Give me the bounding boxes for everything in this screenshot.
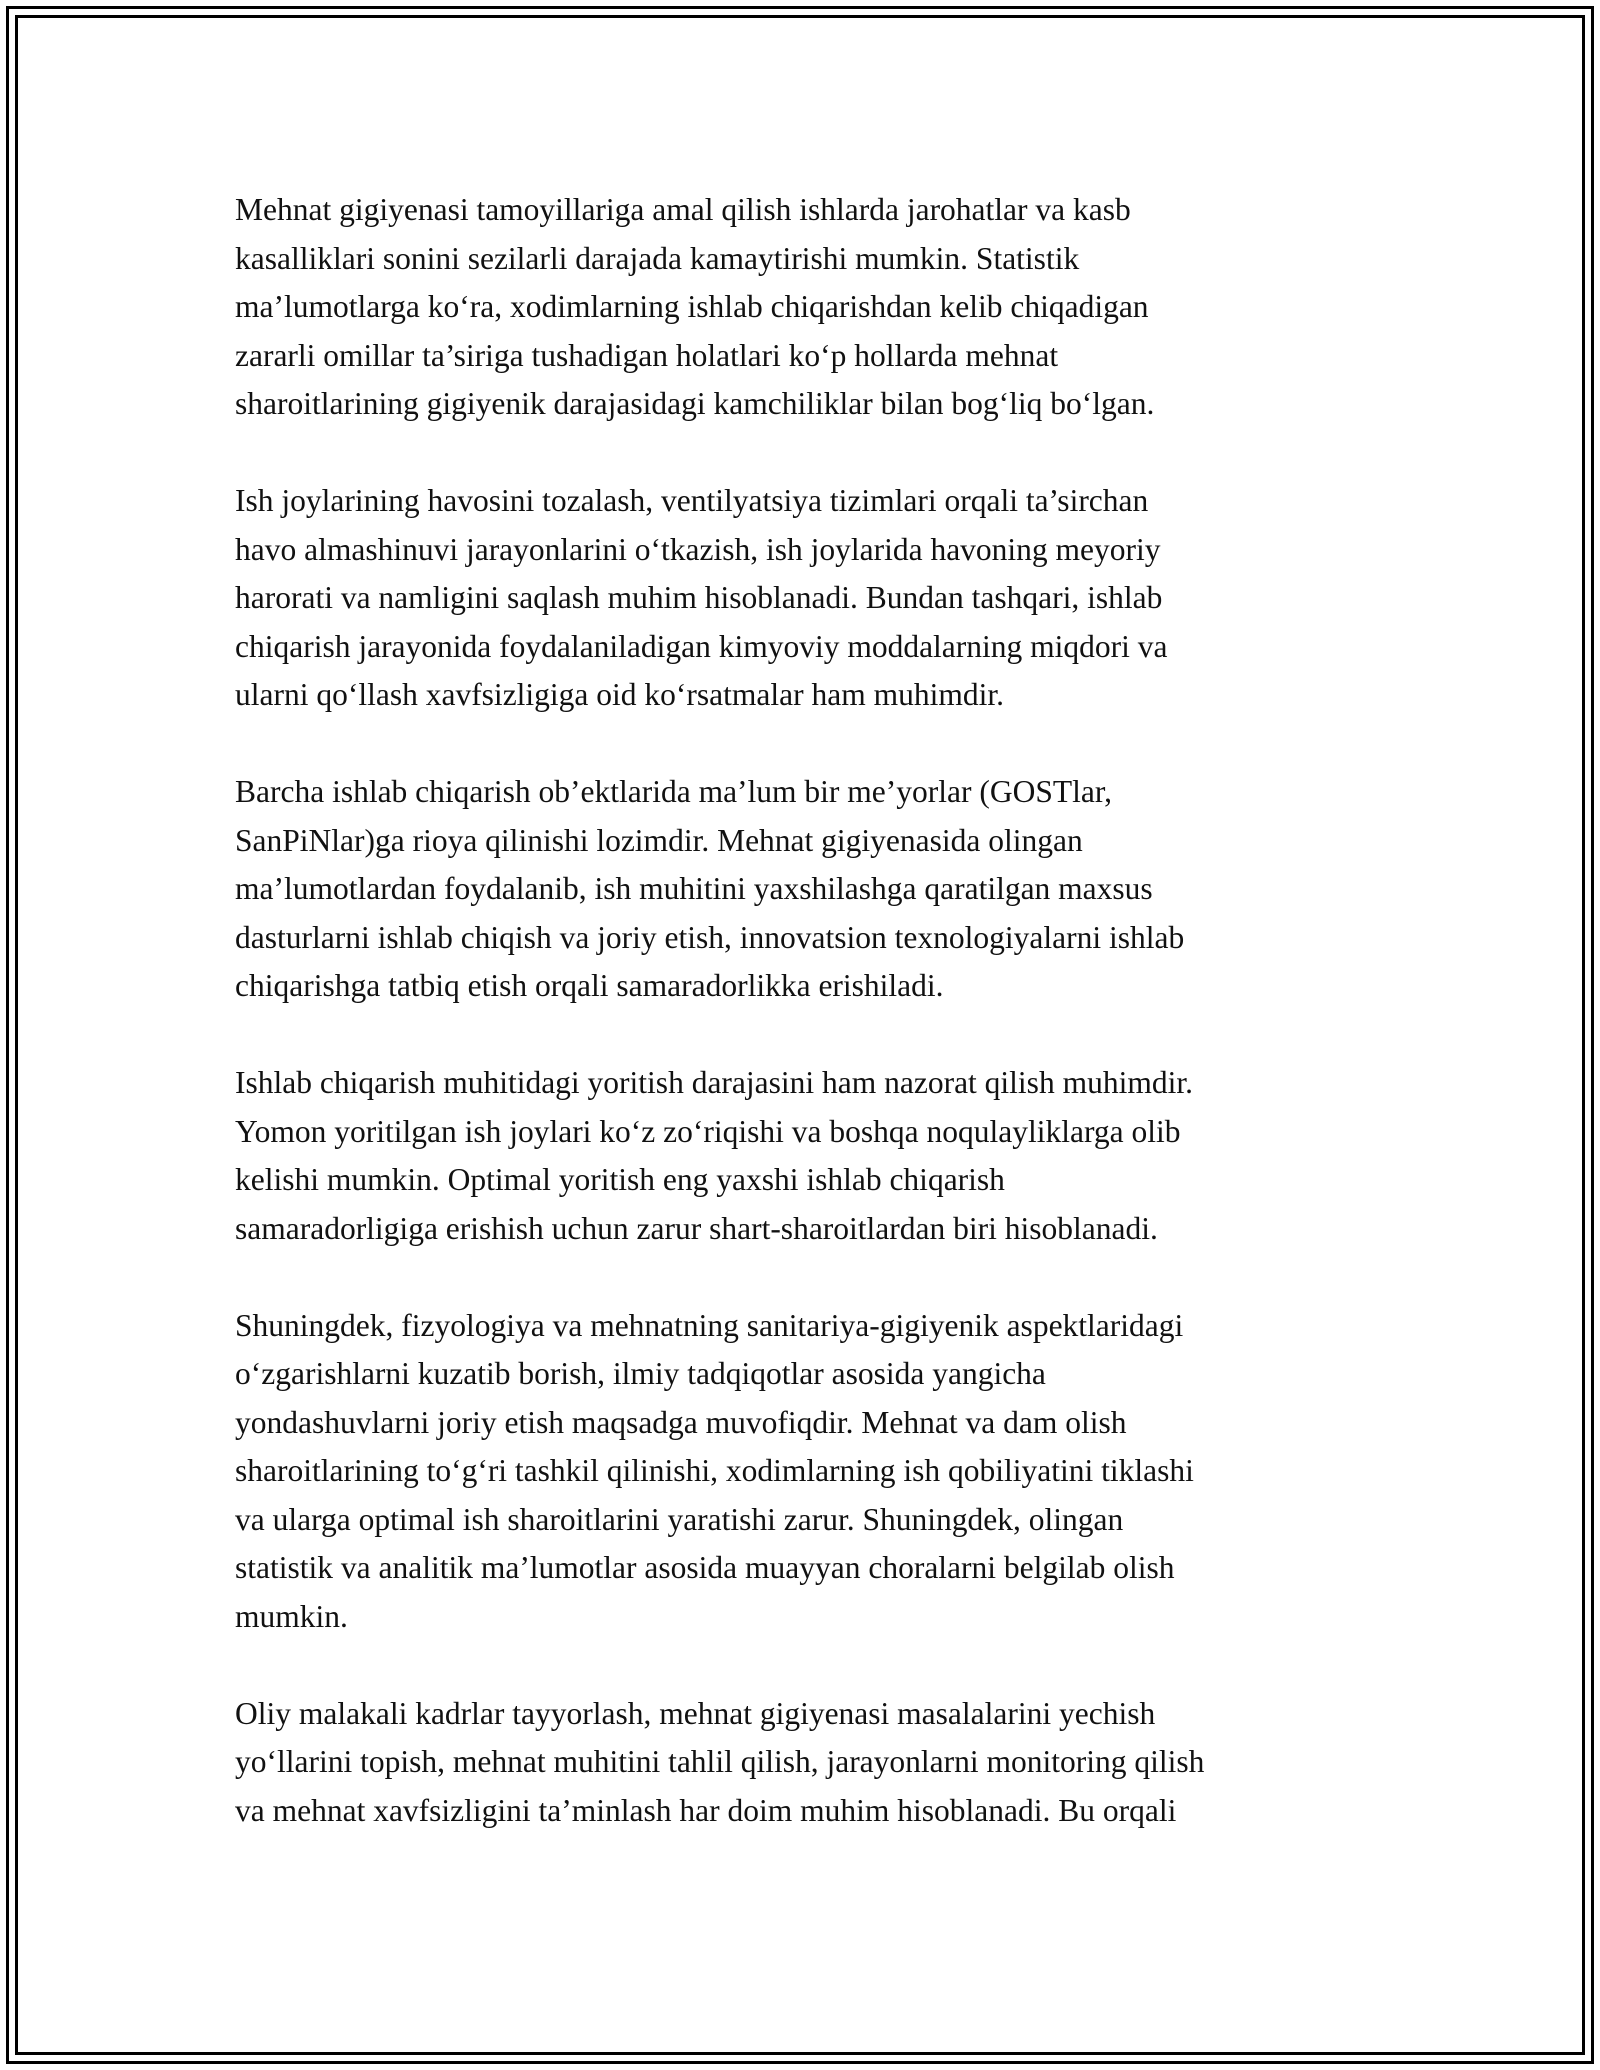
paragraph-4: Ishlab chiqarish muhitidagi yoritish darajasini ham nazorat qilish muhimdir. Yomon yoritilgan ish joylari ko‘z zo‘riqishi va boshqa noqulayliklarga olib kelishi mumkin. Optimal yoritish eng yaxshi ishlab chiqarish samaradorligiga erishish uchun zarur shart-sharoitlardan biri hisoblanadi. [235, 1065, 1193, 1246]
paragraph-3: Barcha ishlab chiqarish ob’ektlarida ma’lum bir me’yorlar (GOSTlar, SanPiNlar)ga rioya qilinishi lozimdir. Mehnat gigiyenasida olingan ma’lumotlardan foydalanib, ish muhitini yaxshilashga qaratilgan maxsus dasturlarni ishlab chiqish va joriy etish, innovatsion texnologiyalarni ishlab chiqarishga tatbiq etish orqali samaradorlikka erishiladi. [235, 774, 1185, 1003]
paragraph-5: Shuningdek, fizyologiya va mehnatning sanitariya-gigiyenik aspektlaridagi o‘zgarishlarni kuzatib borish, ilmiy tadqiqotlar asosida yangicha yondashuvlarni joriy etish maqsadga muvofiqdir. Mehnat va dam olish sharoitlarining to‘g‘ri tashkil qilinishi, xodimlarning ish qobiliyatini tiklashi va ularga optimal ish sharoitlarini yaratishi zarur. Shuningdek, olingan statistik va analitik ma’lumotlar asosida muayyan choralarni belgilab olish mumkin. [235, 1307, 1194, 1634]
paragraph-6: Oliy malakali kadrlar tayyorlash, mehnat gigiyenasi masalalarini yechish yo‘llarini topish, mehnat muhitini tahlil qilish, jarayonlarni monitoring qilish va mehnat xavfsizligini ta’minlash har doim muhim hisoblanadi. Bu orqali [235, 1695, 1205, 1828]
paragraph-2: Ish joylarining havosini tozalash, ventilyatsiya tizimlari orqali ta’sirchan havo almashinuvi jarayonlarini o‘tkazish, ish joylarida havoning meyoriy harorati va namligini saqlash muhim hisoblanadi. Bundan tashqari, ishlab chiqarish jarayonida foydalaniladigan kimyoviy moddalarning miqdori va ularni qo‘llash xavfsizligiga oid ko‘rsatmalar ham muhimdir. [235, 483, 1168, 712]
paragraph-1: Mehnat gigiyenasi tamoyillariga amal qilish ishlarda jarohatlar va kasb kasalliklari sonini sezilarli darajada kamaytirishi mumkin. Statistik ma’lumotlarga ko‘ra, xodimlarning ishlab chiqarishdan kelib chiqadigan zararli omillar ta’siriga tushadigan holatlari ko‘p hollarda mehnat sharoitlarining gigiyenik darajasidagi kamchiliklar bilan bog‘liq bo‘lgan. [235, 192, 1155, 421]
document-body [235, 186, 1370, 1884]
